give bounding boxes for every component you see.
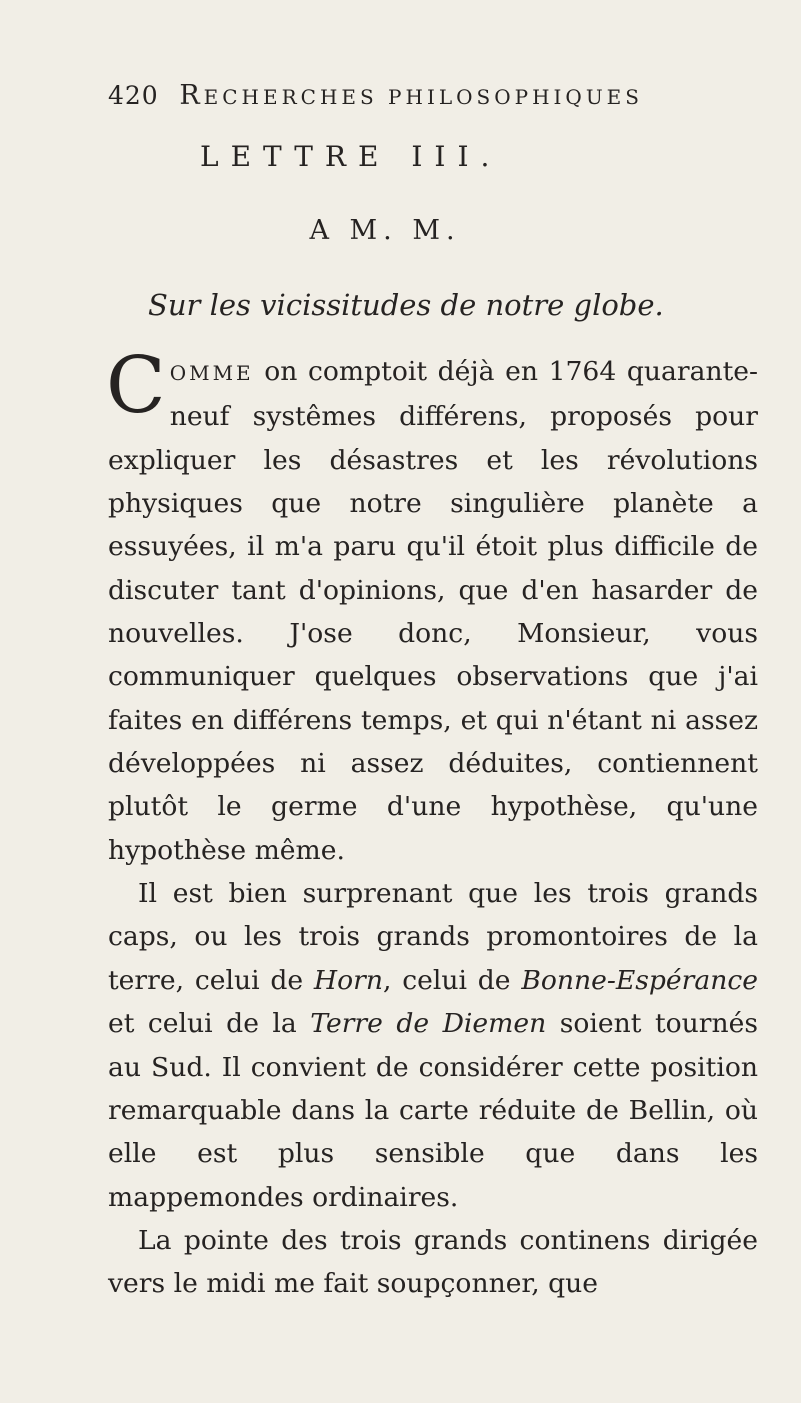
page-number: 420: [108, 81, 159, 110]
paragraph-2-text-b: , celui de: [382, 964, 522, 996]
running-title: ECHERCHES PHILOSOPHIQUES: [203, 85, 643, 109]
paragraph-3-text: La pointe des trois grands continens dirigée vers le midi me fait soupçonner, que: [108, 1224, 758, 1300]
running-header: [108, 80, 668, 111]
letter-recipient: A M. M.: [309, 215, 461, 246]
paragraph-3: [108, 1219, 758, 1306]
paragraph-1-text: on comptoit déjà en 1764 quarante-neuf systêmes différens, proposés pour expliquer les désastres et les révolutions physiques que notre singulière planète a essuyées, il m'a paru qu'il étoit plus difficile de discuter tant d'opinions, que d'en hasarder de nouvelles. J'ose donc, Monsieur, vous communiquer quelques observations que j'ai faites en différens temps, et qui n'étant ni assez développées ni assez déduites, contiennent plutôt le germe d'une hypothèse, qu'une hypothèse même.: [108, 356, 758, 866]
paragraph-2-text-a: Il est bien surprenant que les trois grands caps, ou les trois grands promontoires de la terre, celui de: [108, 878, 758, 996]
cape-horn: Horn: [313, 964, 383, 996]
drop-cap: C: [106, 341, 166, 431]
paragraph-2-text-c: et celui de la: [108, 1008, 311, 1040]
paragraph-1: [106, 341, 758, 872]
paragraph-2: [108, 872, 758, 1219]
letter-subject: Sur les vicissitudes de notre globe.: [148, 288, 664, 322]
letter-title: LETTRE III.: [200, 140, 502, 173]
cape-good-hope: Bonne-Espérance: [521, 964, 758, 996]
body-text: [106, 341, 758, 1306]
paragraph-2-text-d: soient tournés au Sud. Il convient de considérer cette position remarquable dans la carte réduite de Bellin, où elle est plus sensible que dans les mappemondes ordinaires.: [108, 1008, 758, 1213]
van-diemen-land: Terre de Diemen: [310, 1008, 547, 1040]
opening-smallcaps: OMME: [169, 361, 254, 385]
running-title-initial: R: [179, 80, 204, 111]
